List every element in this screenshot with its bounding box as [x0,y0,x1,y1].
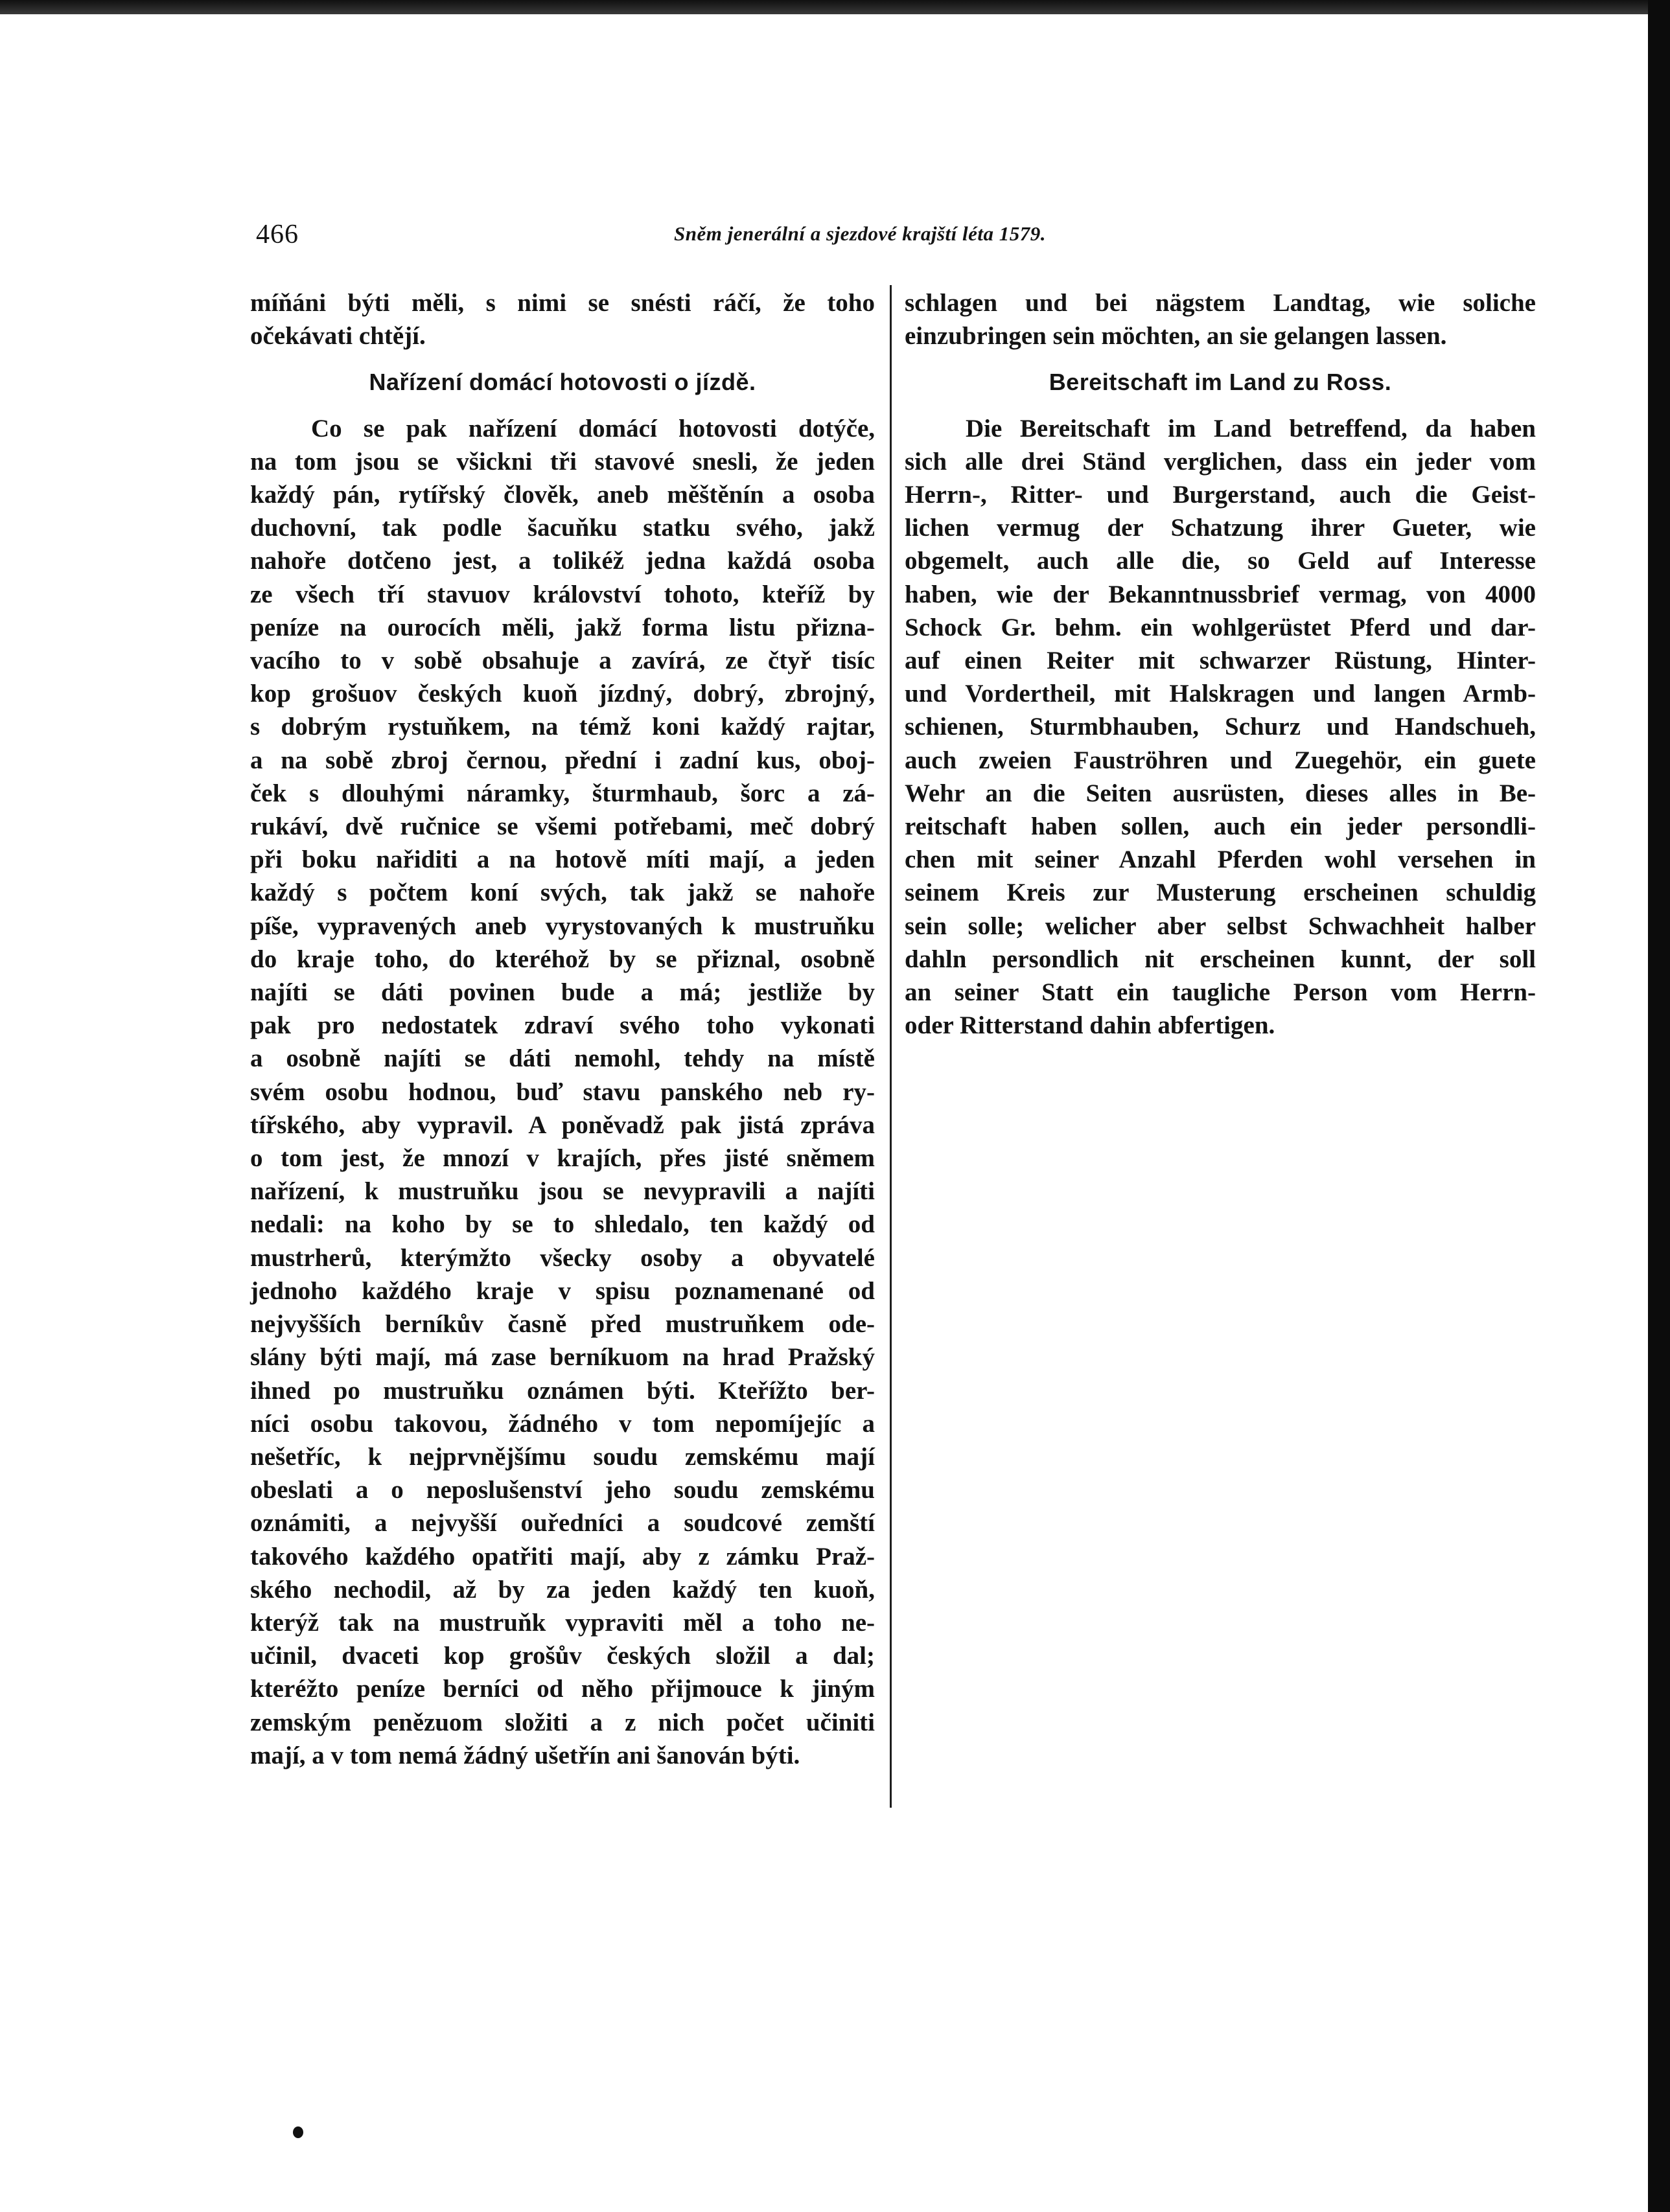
text-line: oder Ritterstand dahin abfertigen. [905,1011,1275,1040]
right-intro-paragraph [905,286,1536,352]
text-line: jednoho každého kraje v spisu poznamenané od [250,1276,875,1305]
text-line: svém osobu hodnou, buď stavu panského neb ry- [250,1077,875,1106]
text-line: reitschaft haben sollen, auch ein jeder persondli- [905,812,1536,841]
text-line: nešetříc, k nejprvnějšímu soudu zemskému mají [250,1442,875,1471]
text-line: lichen vermug der Schatzung ihrer Gueter, wie [905,514,1536,542]
text-line: Co se pak nařízení domácí hotovosti dotýče, [311,414,875,443]
text-line: zemským penězuom složiti a z nich počet učiniti [250,1708,875,1736]
left-section-heading: Nařízení domácí hotovosti o jízdě. [369,369,756,396]
text-line: míňáni býti měli, s nimi se snésti ráčí, že toho [250,289,875,317]
text-line: každý pán, rytířský člověk, aneb měštěnín a osoba [250,481,875,509]
left-intro-paragraph [250,286,875,352]
text-line: seinem Kreis zur Musterung erscheinen schuldig [905,879,1536,907]
text-line: a osobně najíti se dáti nemohl, tehdy na místě [250,1044,875,1073]
text-line: nedali: na koho by se to shledalo, ten každý od [250,1210,875,1239]
text-line: auch zweien Fauströhren und Zuegehör, ein guete [905,746,1536,774]
text-line: schlagen und bei nägstem Landtag, wie soliche [905,289,1536,317]
text-line: učinil, dvaceti kop grošův českých složil a dal; [250,1642,875,1670]
text-line: kop grošuov českých kuoň jízdný, dobrý, zbrojný, [250,680,875,708]
text-line: očekávati chtějí. [250,322,426,351]
text-line: pak pro nedostatek zdraví svého toho vykonati [250,1011,875,1040]
text-line: níci osobu takovou, žádného v tom nepomíjejíc a [250,1409,875,1438]
right-column [905,286,1536,1042]
text-line: nařízení, k mustruňku jsou se nevypravili a najíti [250,1177,875,1206]
scan-speck [293,2126,303,2138]
right-section-heading: Bereitschaft im Land zu Ross. [1049,369,1392,396]
text-line: a na sobě zbroj černou, přední i zadní kus, oboj- [250,746,875,774]
text-line: nahoře dotčeno jest, a tolikéž jedna každá osoba [250,547,875,575]
text-line: ček s dlouhými náramky, šturmhaub, šorc a zá- [250,779,875,807]
text-line: na tom jsou se všickni tři stavové snesli, že jeden [250,447,875,476]
text-line: vacího to v sobě obsahuje a zavírá, ze čtyř tisíc [250,647,875,675]
text-line: každý s počtem koní svých, tak jakž se nahoře [250,879,875,907]
text-line: Herrn-, Ritter- und Burgerstand, auch die Geist- [905,481,1536,509]
text-line: Schock Gr. behm. ein wohlgerüstet Pferd und dar- [905,613,1536,641]
text-line: nejvyšších berníkův časně před mustruňkem ode- [250,1310,875,1339]
text-line: Wehr an die Seiten ausrüsten, dieses alles in Be- [905,779,1536,807]
left-body-paragraph [250,412,875,1772]
text-line: schienen, Sturmbhauben, Schurz und Handschueh, [905,713,1536,741]
scan-border-top [0,0,1670,14]
column-divider [890,285,892,1808]
text-line: mustrherů, kterýmžto všecky osoby a obyvatelé [250,1243,875,1272]
text-line: slány býti mají, má zase berníkuom na hrad Pražský [250,1343,875,1372]
text-line: tířského, aby vypravil. A poněvadž pak jistá zpráva [250,1111,875,1139]
scan-border-right [1648,0,1670,2212]
left-column [250,286,875,1772]
running-head: Sněm jenerální a sjezdové krajští léta 1579. [674,222,1046,245]
text-line: při boku nařiditi a na hotově míti mají, a jeden [250,846,875,874]
text-line: peníze na ourocích měli, jakž forma listu přizna- [250,613,875,641]
text-line: einzubringen sein möchten, an sie gelangen lassen. [905,322,1447,351]
page-number: 466 [256,220,299,249]
text-line: ihned po mustruňku oznámen býti. Kteřížto ber- [250,1376,875,1405]
text-line: mají, a v tom nemá žádný ušetřín ani šanován býti. [250,1741,800,1769]
right-body-paragraph [905,412,1536,1043]
text-line: s dobrým rystuňkem, na témž koni každý rajtar, [250,713,875,741]
text-line: ze všech tří stavuov království tohoto, kteříž by [250,580,875,608]
text-line: Die Bereitschaft im Land betreffend, da haben [966,414,1536,443]
text-line: obeslati a o neposlušenství jeho soudu zemskému [250,1476,875,1504]
text-line: duchovní, tak podle šacuňku statku svého, jakž [250,514,875,542]
text-line: do kraje toho, do kteréhož by se přiznal, osobně [250,945,875,973]
text-line: obgemelt, auch alle die, so Geld auf Interesse [905,547,1536,575]
text-line: oznámiti, a nejvyšší ouředníci a soudcové zemští [250,1509,875,1538]
text-line: haben, wie der Bekanntnussbrief vermag, von 4000 [905,580,1536,608]
text-line: najíti se dáti povinen bude a má; jestliže by [250,978,875,1007]
text-line: rukáví, dvě ručnice se všemi potřebami, meč dobrý [250,812,875,841]
text-line: kteréžto peníze berníci od něho přijmouce k jiným [250,1675,875,1703]
text-line: kterýž tak na mustruňk vypraviti měl a toho ne- [250,1608,875,1637]
text-line: ského nechodil, až by za jeden každý ten kuoň, [250,1575,875,1604]
text-line: sich alle drei Ständ verglichen, dass ein jeder vom [905,447,1536,476]
text-line: o tom jest, že mnozí v krajích, přes jisté sněmem [250,1144,875,1173]
text-line: sein solle; welicher aber selbst Schwachheit halber [905,912,1536,940]
text-line: takového každého opatřiti mají, aby z zámku Praž- [250,1542,875,1571]
text-line: an seiner Statt ein taugliche Person vom Herrn- [905,978,1536,1007]
text-line: und Vordertheil, mit Halskragen und langen Armb- [905,680,1536,708]
text-line: chen mit seiner Anzahl Pferden wohl versehen in [905,846,1536,874]
text-line: auf einen Reiter mit schwarzer Rüstung, Hinter- [905,647,1536,675]
text-line: píše, vypravených aneb vyrystovaných k mustruňku [250,912,875,940]
text-line: dahln persondlich nit erscheinen kunnt, der soll [905,945,1536,973]
